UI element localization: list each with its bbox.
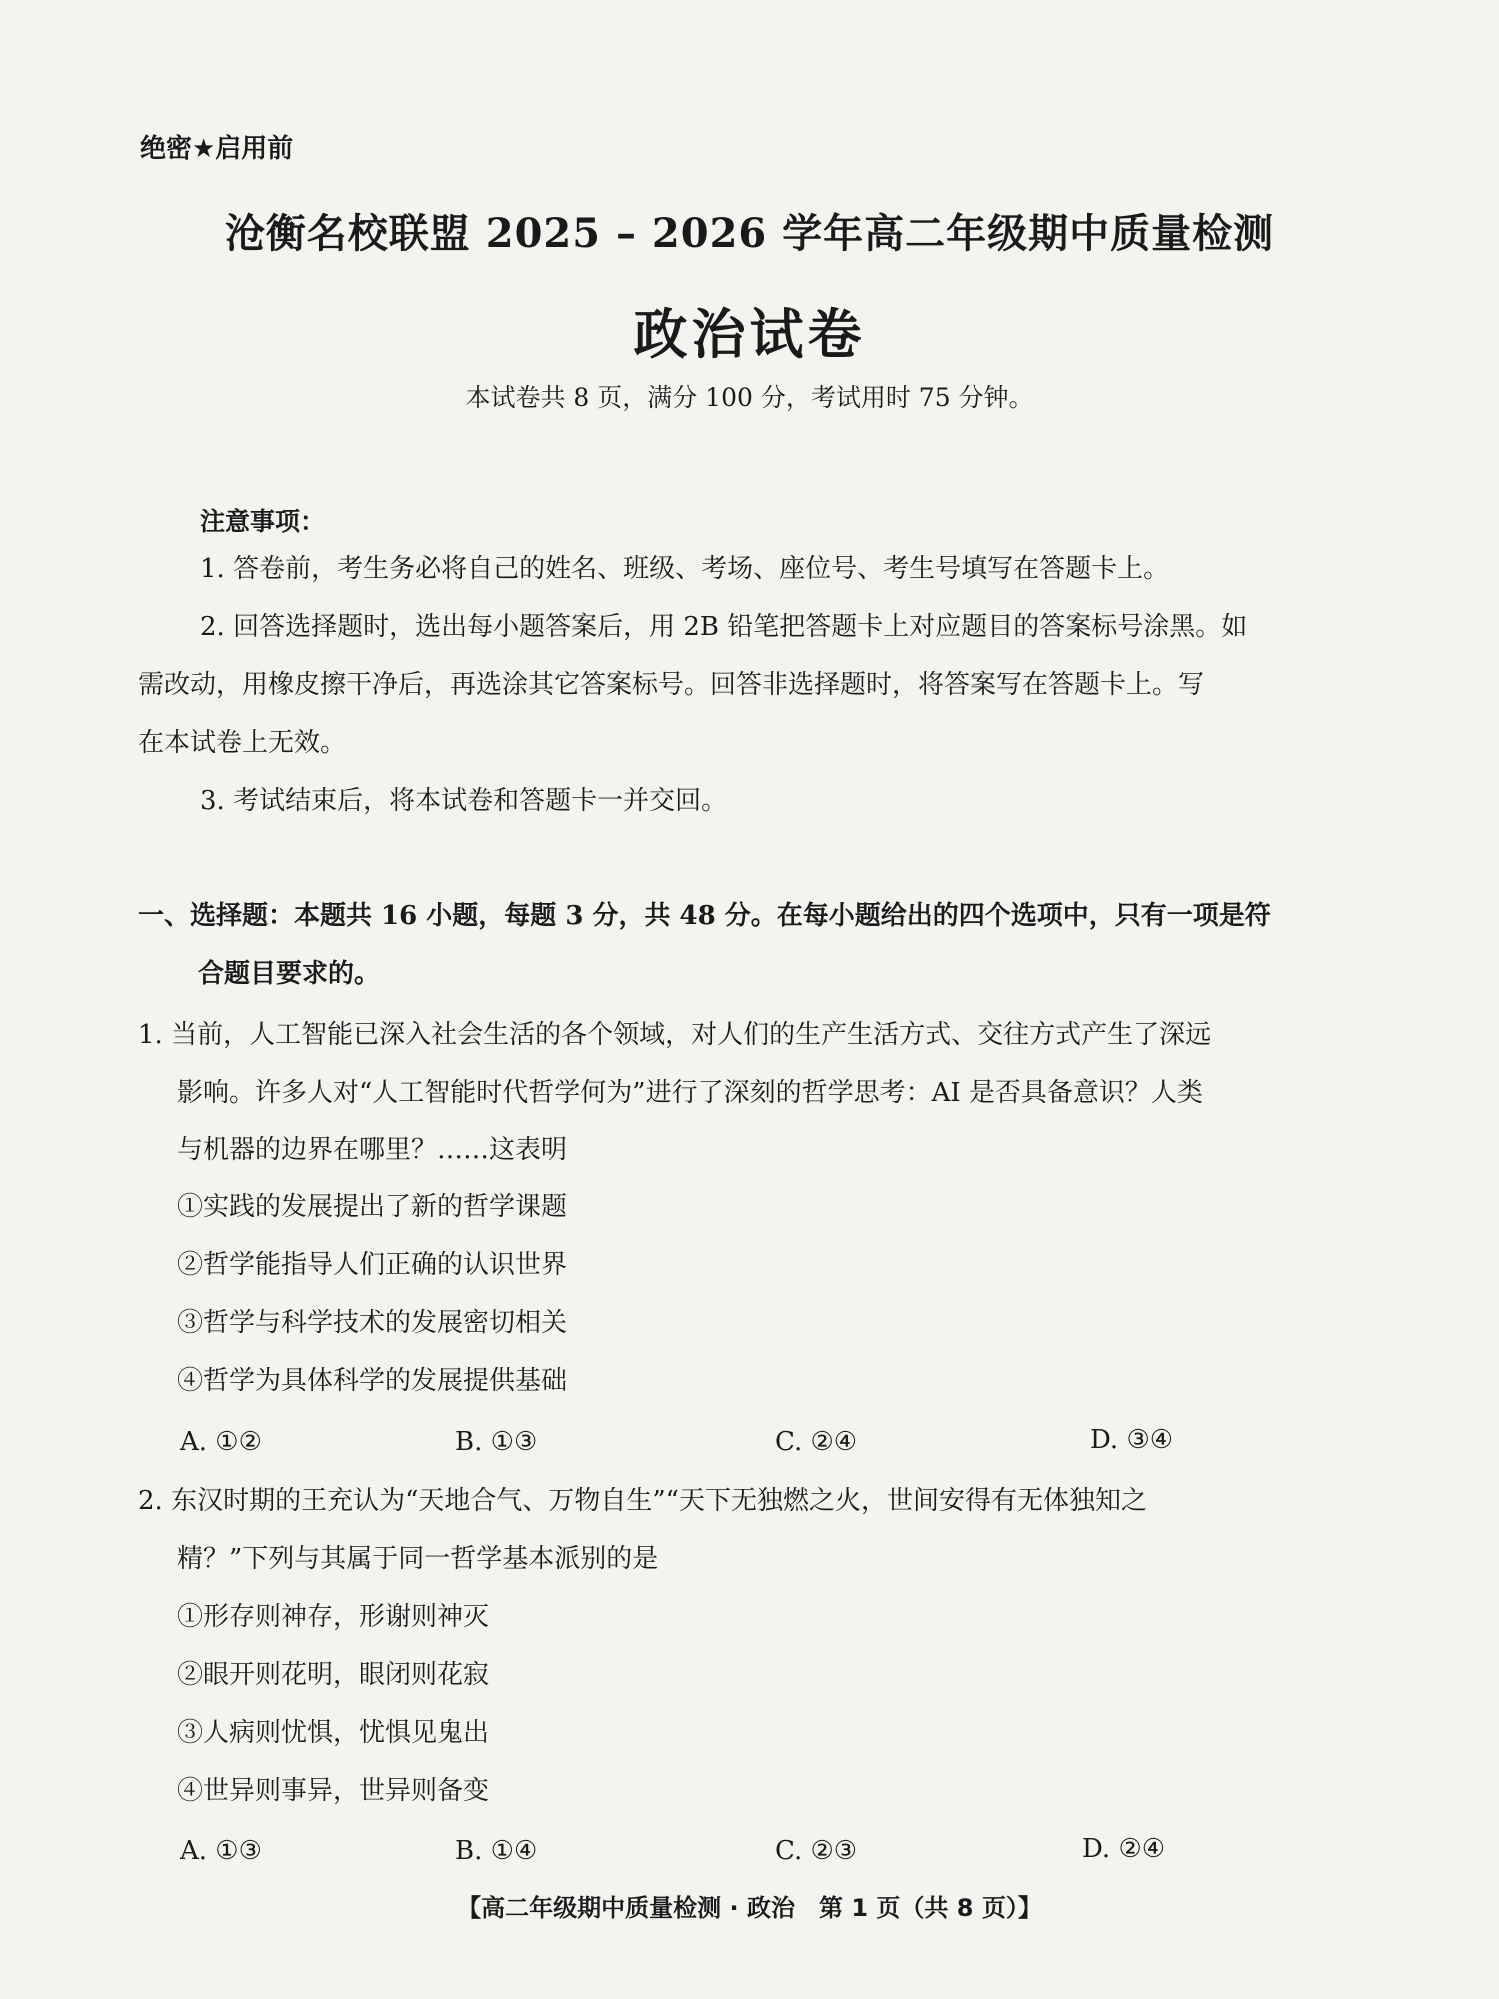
question-1-statement-2: ②哲学能指导人们正确的认识世界 <box>177 1250 568 1280</box>
question-1-choice-d: D. ③④ <box>1090 1425 1174 1455</box>
question-2-stem-line-2: 精？”下列与其属于同一哲学基本派别的是 <box>177 1544 659 1574</box>
question-2-stem-line-1: 2. 东汉时期的王充认为“天地合气、万物自生”“天下无独燃之火，世间安得有无体独知之 <box>138 1486 1147 1516</box>
notice-item-2-line-2: 需改动，用橡皮擦干净后，再选涂其它答案标号。回答非选择题时，将答案写在答题卡上。写 <box>138 670 1205 700</box>
question-2-choice-c: C. ②③ <box>775 1836 858 1866</box>
question-1-stem-line-2: 影响。许多人对“人工智能时代哲学何为”进行了深刻的哲学思考：AI 是否具备意识？人类 <box>177 1078 1203 1108</box>
exam-title: 沧衡名校联盟 2025 – 2026 学年高二年级期中质量检测 <box>224 210 1275 257</box>
question-2-choice-b: B. ①④ <box>455 1836 538 1866</box>
question-1-choice-c: C. ②④ <box>775 1427 858 1457</box>
exam-info: 本试卷共 8 页，满分 100 分，考试用时 75 分钟。 <box>465 383 1034 412</box>
section-heading-line-1: 一、选择题：本题共 16 小题，每题 3 分，共 48 分。在每小题给出的四个选项中，只有一项是符 <box>138 901 1271 931</box>
question-1-statement-3: ③哲学与科学技术的发展密切相关 <box>177 1308 568 1338</box>
question-2-statement-4: ④世异则事异，世异则备变 <box>177 1776 490 1806</box>
question-1-statement-4: ④哲学为具体科学的发展提供基础 <box>177 1366 568 1396</box>
notice-heading: 注意事项： <box>200 507 326 536</box>
notice-item-3: 3. 考试结束后，将本试卷和答题卡一并交回。 <box>200 786 728 816</box>
question-1-choice-b: B. ①③ <box>455 1427 538 1457</box>
question-2-statement-3: ③人病则忧惧，忧惧见鬼出 <box>177 1718 490 1748</box>
notice-item-2-line-3: 在本试卷上无效。 <box>138 728 347 758</box>
section-heading-line-2: 合题目要求的。 <box>198 959 381 989</box>
page-footer: 【高二年级期中质量检测 · 政治 第 1 页（共 8 页）】 <box>457 1894 1042 1922</box>
question-2-statement-1: ①形存则神存，形谢则神灭 <box>177 1602 490 1632</box>
subject-title: 政治试卷 <box>633 302 866 366</box>
question-1-stem-line-1: 1. 当前，人工智能已深入社会生活的各个领域，对人们的生产生活方式、交往方式产生了深远 <box>138 1020 1212 1050</box>
question-1-statement-1: ①实践的发展提出了新的哲学课题 <box>177 1192 568 1222</box>
question-2-statement-2: ②眼开则花明，眼闭则花寂 <box>177 1660 490 1690</box>
question-1-stem-line-3: 与机器的边界在哪里？……这表明 <box>177 1135 568 1165</box>
question-2-choice-d: D. ②④ <box>1082 1834 1166 1864</box>
question-1-choice-a: A. ①② <box>180 1427 262 1457</box>
notice-item-2-line-1: 2. 回答选择题时，选出每小题答案后，用 2B 铅笔把答题卡上对应题目的答案标号涂黑。如 <box>200 612 1248 642</box>
question-2-choice-a: A. ①③ <box>180 1836 262 1866</box>
secret-label: 绝密★启用前 <box>140 134 294 164</box>
notice-item-1: 1. 答卷前，考生务必将自己的姓名、班级、考场、座位号、考生号填写在答题卡上。 <box>200 554 1170 584</box>
